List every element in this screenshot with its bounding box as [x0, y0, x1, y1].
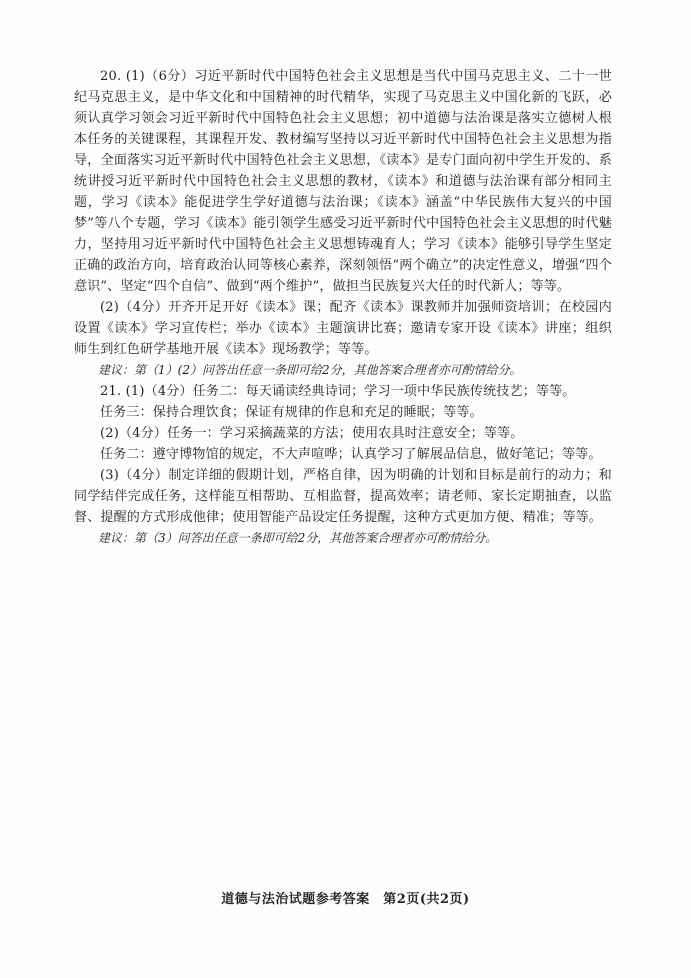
- answer-content: [74, 66, 612, 549]
- q21-part2-task2: 任务二：遵守博物馆的规定，不大声喧哗；认真学习了解展品信息，做好笔记；等等。: [100, 447, 602, 462]
- q20-scoring-note: 建议：第（1）(2）问答出任意一条即可给2分，其他答案合理者亦可酌情给分。: [98, 363, 522, 377]
- q21-part3-text: (3)（4分）制定详细的假期计划，严格自律，因为明确的计划和目标是前行的动力；和同学结伴完成任务，这样能互相帮助、互相监督，提高效率；请老师、家长定期抽查，以监督、提醒的方式形成他律；使用智能产品设定任务提醒，这种方式更加方便、精准；等等。: [74, 468, 612, 525]
- q21-part1-task3: 任务三：保持合理饮食；保证有规律的作息和充足的睡眠；等等。: [100, 405, 483, 420]
- q21-part2-task1: (2)（4分）任务一：学习采摘蔬菜的方法；使用农具时注意安全；等等。: [100, 426, 524, 441]
- q21-scoring-note: 建议：第（3）问答出任意一条即可给2分，其他答案合理者亦可酌情给分。: [98, 531, 498, 545]
- q20-part2-text: (2)（4分）开齐开足开好《读本》课；配齐《读本》课教师并加强师资培训；在校园内设置《读本》学习宣传栏；举办《读本》主题演讲比赛；邀请专家开设《读本》讲座；组织师生到红色研学基地开展《读本》现场教学；等等。: [74, 300, 612, 357]
- q21-part1-task2: 21. (1)（4分）任务二：每天诵读经典诗词；学习一项中华民族传统技艺；等等。: [100, 384, 576, 399]
- q20-part1-text: 20. (1)（6分）习近平新时代中国特色社会主义思想是当代中国马克思主义、二十一世纪马克思主义，是中华文化和中国精神的时代精华，实现了马克思主义中国化新的飞跃，必须认真学习领会习近平新时代中国特色社会主义思想；初中道德与法治课是落实立德树人根本任务的关键课程，其课程开发、教材编写坚持以习近平新时代中国特色社会主义思想为指导，全面落实习近平新时代中国特色社会主义思想，《读本》是专门面向初中学生开发的、系统讲授习近平新时代中国特色社会主义思想的教材，《读本》和道德与法治课有部分相同主题，学习《读本》能促进学生学好道德与法治课；《读本》涵盖“中华民族伟大复兴的中国梦”等八个专题，学习《读本》能引领学生感受习近平新时代中国特色社会主义思想的时代魅力，坚持用习近平新时代中国特色社会主义思想铸魂育人；学习《读本》能够引导学生坚定正确的政治方向，培育政治认同等核心素养，深刻领悟“两个确立”的决定性意义，增强“四个意识”、坚定“四个自信”、做到“两个维护”，做担当民族复兴大任的时代新人；等等。: [74, 69, 612, 294]
- page-footer: 道德与法治试题参考答案 第2页(共2页): [221, 892, 470, 907]
